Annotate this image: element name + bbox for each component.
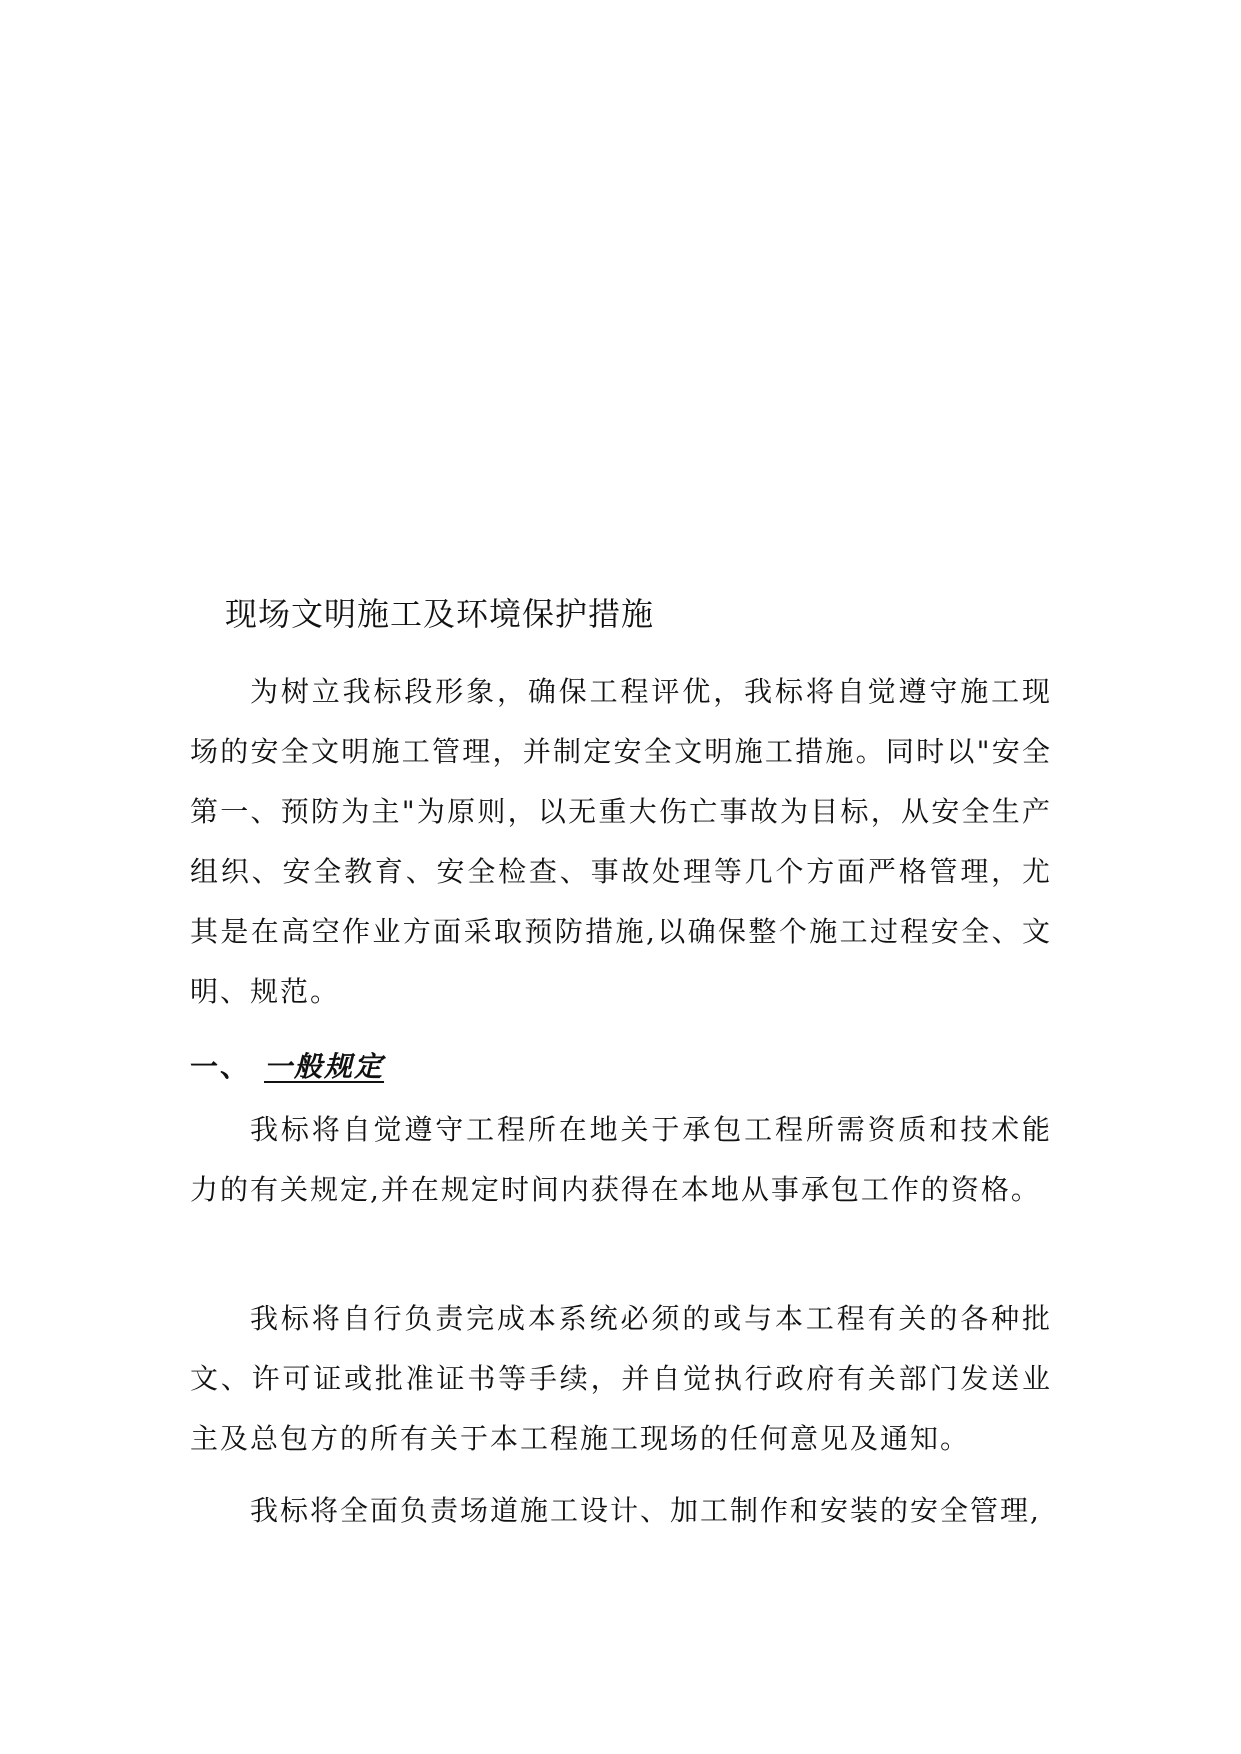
section-title: 一般规定	[264, 1050, 385, 1083]
section-paragraph-3: 我标将全面负责场道施工设计、加工制作和安装的安全管理,	[250, 1494, 1041, 1527]
intro-paragraph: 为树立我标段形象，确保工程评优，我标将自觉遵守施工现场的安全文明施工管理，并制定安全文明施工措施。同时以"安全第一、预防为主"为原则，以无重大伤亡事故为目标，从安全生产组织、安全教育、安全检查、事故处理等几个方面严格管理，尤其是在高空作业方面采取预防措施,以确保整个施工过程安全、文明、规范。	[190, 675, 1052, 1008]
section-paragraph-2: 我标将自行负责完成本系统必须的或与本工程有关的各种批文、许可证或批准证书等手续，并自觉执行政府有关部门发送业主及总包方的所有关于本工程施工现场的任何意见及通知。	[190, 1302, 1052, 1455]
section-number: 一、	[190, 1050, 251, 1083]
document-title: 现场文明施工及环境保护措施	[225, 595, 655, 633]
section-heading	[190, 1037, 384, 1097]
section-paragraph-1: 我标将自觉遵守工程所在地关于承包工程所需资质和技术能力的有关规定,并在规定时间内获得在本地从事承包工作的资格。	[190, 1113, 1052, 1206]
